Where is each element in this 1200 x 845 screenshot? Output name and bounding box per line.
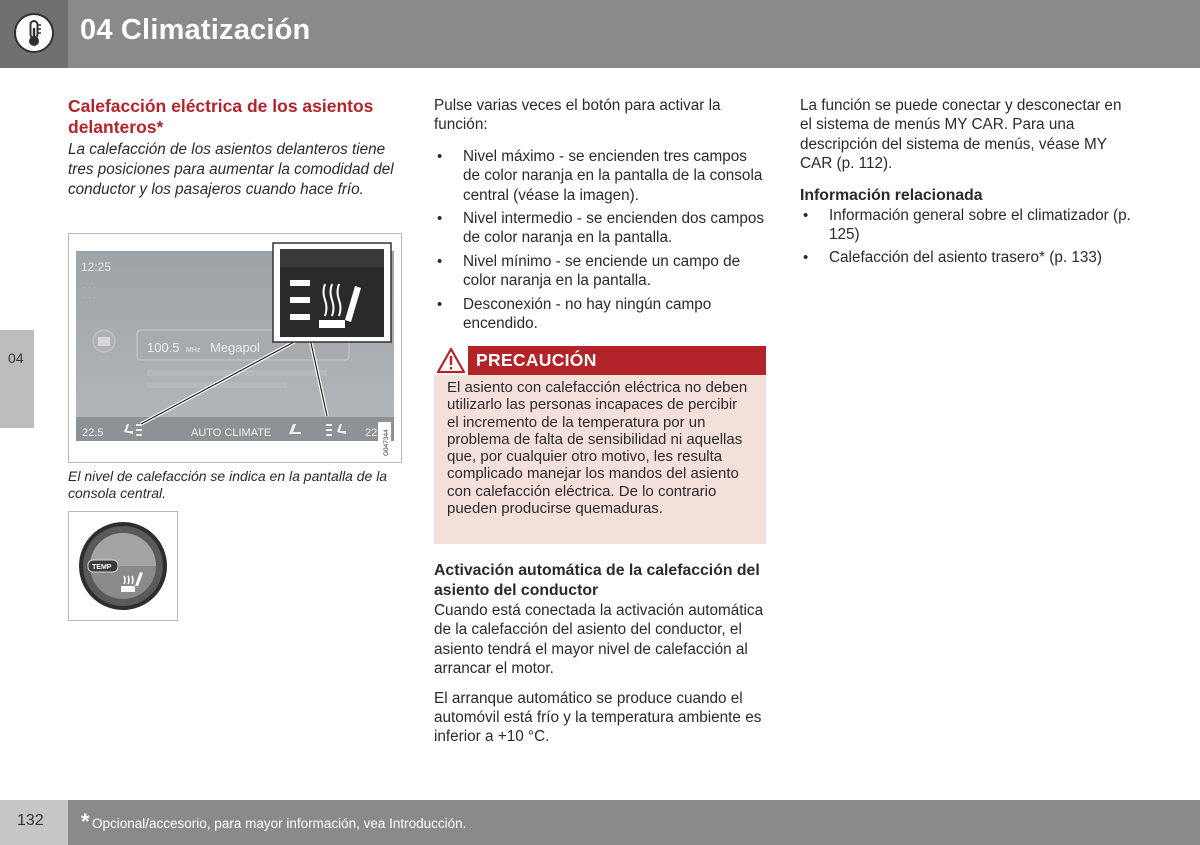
warning-box (434, 346, 766, 544)
warning-text: El asiento con calefacción eléctrica no deben utilizarlo las personas incapaces de percibir el incremento de la temperatura por un problema de falta de sensibilidad ni aquellas que, por cualquier otro motivo, les resulta complicado manejar los mandos del asiento con calefacción eléctrica. De lo contrario pueden producirse quemaduras. (447, 379, 748, 518)
activation-intro: Pulse varias veces el botón para activar la función: (434, 97, 721, 134)
climate-mode: AUTO CLIMATE (191, 427, 272, 439)
center-console-display-figure (68, 233, 402, 463)
heat-level-list (434, 147, 768, 334)
temp-right: 22 (365, 427, 378, 439)
svg-text:· · ·: · · · (83, 293, 96, 302)
related-info-list (800, 206, 1134, 268)
related-link[interactable]: • Calefacción del asiento trasero* (p. 133) (803, 249, 1102, 267)
column-2 (434, 96, 768, 337)
auto-activation-section (434, 561, 768, 747)
list-item: • Nivel intermedio - se encienden dos campos de color naranja en la pantalla. (437, 210, 764, 247)
chapter-side-tab (0, 330, 34, 428)
warning-header (434, 346, 766, 375)
footnote-star: * (81, 809, 90, 834)
page-footer (68, 800, 1200, 845)
image-code: G047344 (383, 429, 390, 456)
page-number-box (0, 800, 68, 845)
column-3 (800, 96, 1134, 272)
related-link[interactable]: • Información general sobre el climatizador (p. 125) (803, 206, 1131, 244)
page-number: 132 (17, 812, 44, 829)
menu-info-paragraph: La función se puede conectar y desconectar en el sistema de menús MY CAR. Para una descripción del sistema de menús, véase MY CAR (p. 112). (800, 97, 1122, 173)
chapter-icon-box (0, 0, 68, 68)
footnote-text: Opcional/accesorio, para mayor información, vea Introducción. (92, 816, 467, 831)
side-tab-label: 04 (8, 350, 24, 366)
auto-activation-title: Activación automática de la calefacción del asiento del conductor (434, 562, 760, 599)
section-title: Calefacción eléctrica de los asientos delanteros* (68, 96, 374, 137)
knob-label: TEMP (92, 564, 112, 571)
display-illustration (69, 234, 401, 462)
chapter-title: 04 Climatización (80, 14, 311, 46)
radio-frequency: 100.5 (147, 340, 180, 355)
radio-unit: MHz (186, 347, 201, 354)
list-item: • Desconexión - no hay ningún campo encendido. (437, 295, 712, 333)
warning-title: PRECAUCIÓN (476, 350, 597, 370)
svg-text:· · ·: · · · (83, 283, 96, 292)
auto-activation-paragraph-1: Cuando está conectada la activación automática de la calefacción del asiento del conductor, el asiento tendrá el mayor nivel de calefacción al arrancar el motor. (434, 602, 764, 678)
related-info-title: Información relacionada (800, 186, 983, 204)
column-1 (68, 96, 402, 200)
warning-triangle-icon (434, 346, 468, 375)
thermometer-icon (14, 13, 54, 53)
temp-knob-figure (68, 511, 178, 621)
page-header (0, 0, 1200, 68)
temp-left: 22.5 (82, 427, 104, 439)
auto-activation-paragraph-2: El arranque automático se produce cuando el automóvil está frío y la temperatura ambiente es inferior a +10 °C. (434, 689, 762, 746)
media-icon (98, 337, 110, 346)
list-item: • Nivel mínimo - se enciende un campo de color naranja en la pantalla. (437, 252, 741, 290)
list-item: • Nivel máximo - se encienden tres campos de color naranja en la pantalla de la consola central (véase la imagen). (437, 147, 763, 204)
radio-station: Megapol (210, 340, 260, 355)
screen-time: 12:25 (81, 260, 112, 274)
section-intro: La calefacción de los asientos delanteros tiene tres posiciones para aumentar la comodidad del conductor y los pasajeros cuando hace frío. (68, 141, 394, 198)
figure-caption: El nivel de calefacción se indica en la pantalla de la consola central. (68, 468, 388, 501)
